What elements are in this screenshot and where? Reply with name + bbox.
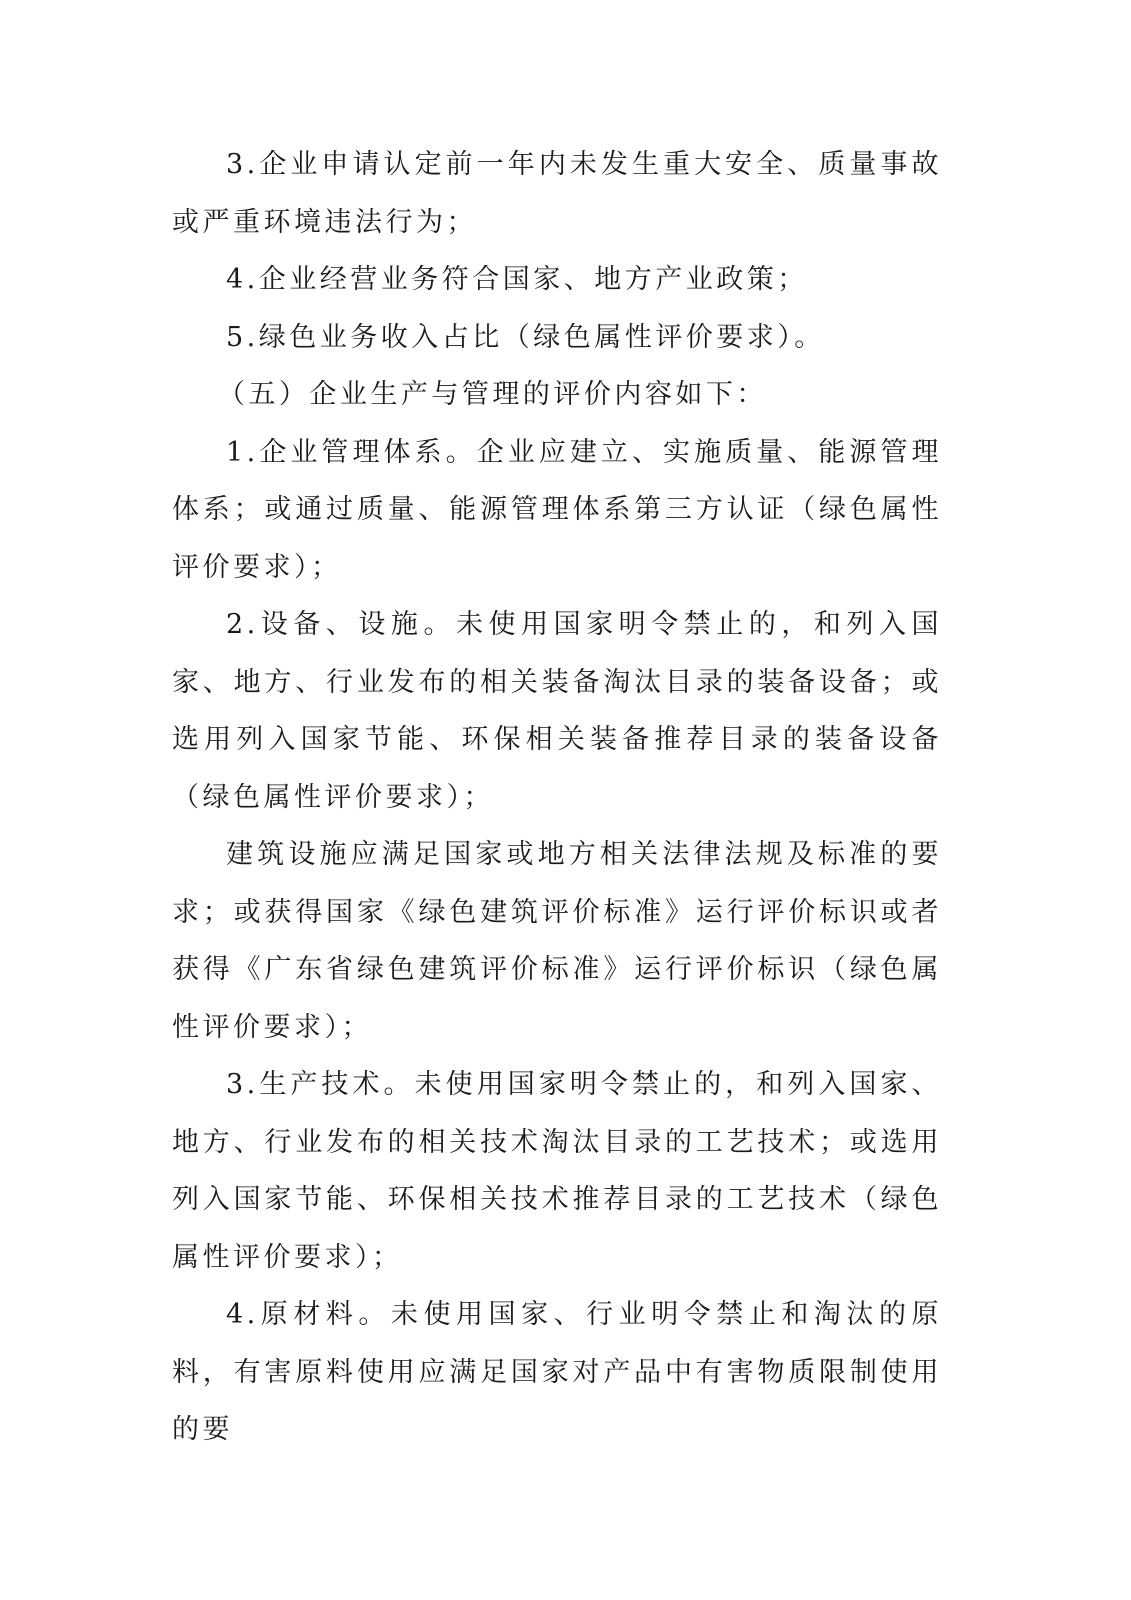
document-body	[172, 136, 942, 1459]
paragraph-item-4-industry-policy: 4.企业经营业务符合国家、地方产业政策；	[226, 264, 808, 295]
paragraph-equipment-facilities: 2.设备、设施。未使用国家明令禁止的，和列入国家、地方、行业发布的相关装备淘汰目录的装备设备；或选用列入国家节能、环保相关装备推荐目录的装备设备（绿色属性评价要求）；	[172, 609, 942, 813]
paragraph-item-3-safety: 3.企业申请认定前一年内未发生重大安全、质量事故或严重环境违法行为；	[172, 149, 942, 238]
paragraph-building-facilities: 建筑设施应满足国家或地方相关法律法规及标准的要求；或获得国家《绿色建筑评价标准》运行评价标识或者获得《广东省绿色建筑评价标准》运行评价标识（绿色属性评价要求）；	[172, 839, 942, 1043]
section-heading-production-management: （五）企业生产与管理的评价内容如下：	[217, 379, 767, 410]
paragraph-production-technology: 3.生产技术。未使用国家明令禁止的，和列入国家、地方、行业发布的相关技术淘汰目录的工艺技术；或选用列入国家节能、环保相关技术推荐目录的工艺技术（绿色属性评价要求）；	[172, 1069, 942, 1273]
paragraph-management-system: 1.企业管理体系。企业应建立、实施质量、能源管理体系；或通过质量、能源管理体系第三方认证（绿色属性评价要求）；	[172, 436, 942, 583]
paragraph-raw-materials: 4.原材料。未使用国家、行业明令禁止和淘汰的原料，有害原料使用应满足国家对产品中有害物质限制使用的要	[172, 1299, 942, 1445]
paragraph-item-5-green-revenue: 5.绿色业务收入占比（绿色属性评价要求）。	[226, 321, 825, 353]
